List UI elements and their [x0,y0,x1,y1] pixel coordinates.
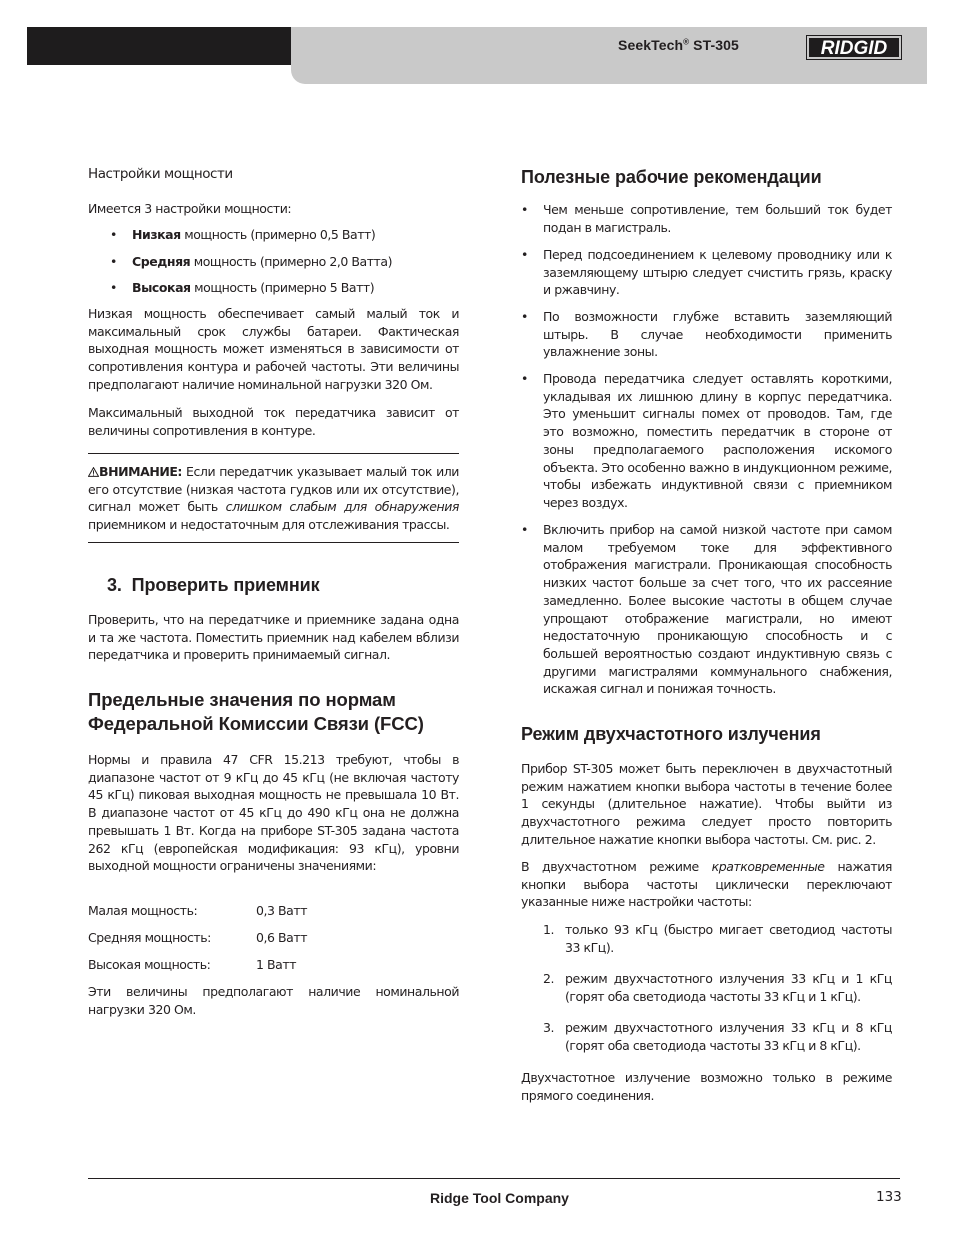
header-product-name: SeekTech® ST-305 [618,37,739,53]
paragraph-max-current: Максимальный выходной ток передатчика зависит от величины сопротивления в контуре. [88,405,459,438]
power-settings-intro: Имеется 3 настройки мощности: [88,201,292,216]
divider [88,542,459,543]
warning-block: ВНИМАНИЕ: Если передатчик указывает малый ток или его отсутствие (низкая частота гудков или их отсутствие), сигнал может быть слишком слабым для обнаружения приемником и недостаточным для отслеживания трассы. [88,464,459,533]
list-item: • По возможности глубже вставить заземляющий штырь. В случае необходимости применить увлажнение зоны. [521,309,892,360]
dual-mode-para-2: В двухчастотном режиме кратковременные нажатия кнопки выбора частоты циклически переключают указанные ниже настройки частоты: [521,859,892,910]
warning-icon [88,467,99,477]
fcc-note: Эти величины предполагают наличие номинальной нагрузки 320 Ом. [88,984,459,1017]
power-settings-title: Настройки мощности [88,166,233,182]
list-item: • Перед подсоединением к целевому проводнику или к заземляющему штырю следует счистить грязь, краску и ржавчину. [521,247,892,298]
svg-text:RIDGID: RIDGID [820,38,888,59]
list-item: 3. режим двухчастотного излучения 33 кГц и 8 кГц (горят оба светодиода частоты 33 кГц и 8 кГц). [543,1020,892,1053]
page-number: 133 [876,1189,902,1205]
list-item: • Средняя мощность (примерно 2,0 Ватта) [110,254,393,269]
fcc-heading: Предельные значения по нормам Федеральной Комиссии Связи (FCC) [88,689,424,734]
ridgid-logo [806,35,902,60]
dual-mode-para-1: Прибор ST-305 может быть переключен в двухчастотный режим нажатием кнопки выбора частоты в течение более 1 секунды (длительное нажатие). Чтобы выйти из двухчастотного режима следует просто повторить длительное нажатие кнопки выбора частоты. См. рис. 2. [521,761,892,847]
section-3-heading: 3. Проверить приемник [107,575,320,595]
list-item: • Провода передатчика следует оставлять короткими, укладывая их лишнюю длину в корпус передатчика. Это уменьшит сигналы помех от проводов. Там, где это возможно, поместить передатчик в стороне от зоны предполагаемого расположения искомого объекта. Это особенно важно в индукционном режиме, чтобы избежать индуктивной связи с приемником через воздух. [521,371,892,510]
list-item: • Включить прибор на самой низкой частоте при самом малом требуемом токе для эффективного отображения магистрали. Проникающая способность низких частот больше за счет того, что их рассеяние замедленно. Более высокие частоты в общем случае упрощают отображение магистрали, но имеют недостаточную проникающую способность и с большей вероятностью создают индуктивную связь с другими магистралями коммунального снабжения, искажая сигнал и понижая точность. [521,522,892,697]
section-3-text: Проверить, что на передатчике и приемнике задана одна и та же частота. Поместить приемник над кабелем вблизи передатчика и проверить принимаемый сигнал. [88,612,459,663]
dual-mode-note: Двухчастотное излучение возможно только в режиме прямого соединения. [521,1070,892,1103]
paragraph-low-power: Низкая мощность обеспечивает самый малый ток и максимальный срок службы батареи. Фактическая выходная мощность может изменяться в зависимости от сопротивления контура и рабочей частоты. Эти величины предполагают наличие номинальной нагрузки 320 Ом. [88,306,459,392]
footer-divider [88,1178,900,1179]
tips-heading: Полезные рабочие рекомендации [521,167,822,187]
list-item: 2. режим двухчастотного излучения 33 кГц и 1 кГц (горят оба светодиода частоты 33 кГц и 1 кГц). [543,971,892,1004]
header-tab [291,65,927,84]
list-item: • Высокая мощность (примерно 5 Ватт) [110,280,375,295]
list-item: • Чем меньше сопротивление, тем больший ток будет подан в магистраль. [521,202,892,235]
header-dark-bar [27,27,293,65]
list-item: 1. только 93 кГц (быстро мигает светодиод частоты 33 кГц). [543,922,892,955]
footer-company: Ridge Tool Company [430,1190,569,1206]
fcc-text: Нормы и правила 47 CFR 15.213 требуют, чтобы в диапазоне частот от 9 кГц до 45 кГц (не включая частоту 45 кГц) пиковая выходная мощность не превышала 10 Вт. В диапазоне частот от 45 кГц до 490 кГц она не должна превышать 1 Вт. Когда на приборе ST-305 задана частота 262 кГц (европейская модификация: 93 кГц), уровни выходной мощности ограничены значениями: [88,752,459,874]
dual-mode-heading: Режим двухчастотного излучения [521,724,821,744]
list-item: • Низкая мощность (примерно 0,5 Ватт) [110,227,376,242]
divider [88,453,459,454]
